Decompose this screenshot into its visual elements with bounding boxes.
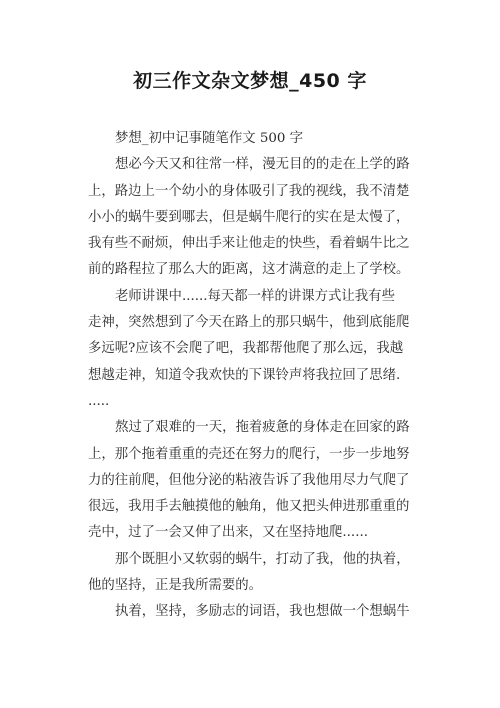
paragraph-line: 多远呢?应该不会爬了吧，我都帮他爬了那么远，我越 [88, 341, 404, 357]
document-title: 初三作文杂文梦想_450 字 [133, 70, 367, 92]
paragraph-line: 想越走神，知道令我欢快的下课铃声将我拉回了思绪. [88, 367, 401, 383]
paragraph-line: 小小的蜗牛要到哪去，但是蜗牛爬行的实在是太慢了， [88, 209, 410, 225]
paragraph-line: 他的坚持，正是我所需要的。 [88, 578, 263, 594]
paragraph-line: 老师讲课中......每天都一样的讲课方式让我有些 [115, 288, 395, 304]
paragraph-line: 我有些不耐烦，伸出手来让他走的快些，看着蜗牛比之 [88, 236, 410, 252]
paragraph-line: 上，那个拖着重重的壳还在努力的爬行，一步一步地努 [88, 446, 410, 462]
paragraph-line: 壳中，过了一会又伸了出来，又在坚持地爬...... [88, 525, 368, 541]
paragraph-line: 上，路边上一个幼小的身体吸引了我的视线，我不清楚 [88, 183, 410, 199]
paragraph-line: 梦想_初中记事随笔作文 500 字 [115, 131, 304, 146]
paragraph-line: 执着，坚持，多励志的词语，我也想做一个想蜗牛 [115, 604, 410, 620]
paragraph-line: 熬过了艰难的一天，拖着疲惫的身体走在回家的路 [115, 420, 410, 436]
paragraph-line: 力的往前爬，但他分泌的粘液告诉了我他用尽力气爬了 [88, 472, 410, 488]
paragraph-line: 前的路程拉了那么大的距离，这才满意的走上了学校。 [88, 262, 410, 278]
document-body [88, 126, 414, 626]
paragraph-line: 很远，我用手去触摸他的触角，他又把头伸进那重重的 [88, 499, 410, 515]
paragraph-line: ..... [88, 393, 110, 409]
paragraph-line: 想必今天又和往常一样，漫无目的的走在上学的路 [115, 157, 410, 173]
paragraph-line: 那个既胆小又软弱的蜗牛，打动了我，他的执着， [115, 551, 410, 567]
paragraph-line: 走神，突然想到了今天在路上的那只蜗牛，他到底能爬 [88, 315, 410, 331]
